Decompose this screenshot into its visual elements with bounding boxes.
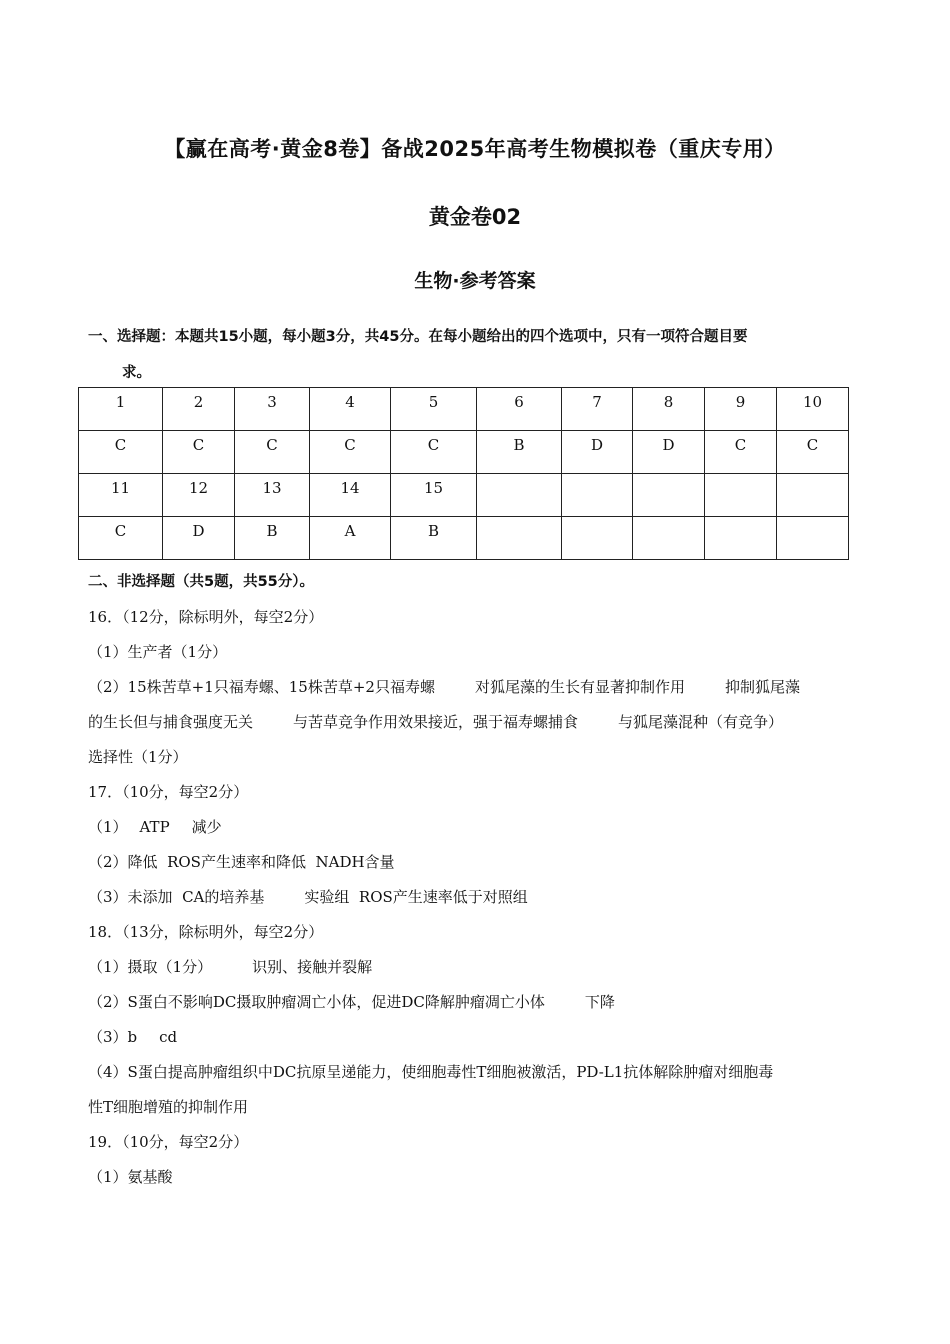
answer-text: （2）S蛋白不影响DC摄取肿瘤凋亡小体，促进DC降解肿瘤凋亡小体 — [88, 993, 545, 1011]
table-row-answers-1 — [79, 431, 849, 474]
answer-text: 的生长但与捕食强度无关 — [88, 713, 254, 731]
document-title: 【赢在高考·黄金8卷】备战2025年高考生物模拟卷（重庆专用） — [164, 137, 786, 161]
table-cell: 13 — [235, 474, 310, 517]
table-cell — [633, 517, 705, 560]
table-cell: 2 — [163, 388, 235, 431]
q17-answer-1 — [88, 810, 868, 845]
q18-answer-4: （4）S蛋白提高肿瘤组织中DC抗原呈递能力，使细胞毒性T细胞被激活，PD-L1抗体解除肿瘤对细胞毒 — [88, 1063, 774, 1081]
answer-text: 与狐尾藻混种（有竞争） — [618, 713, 784, 731]
table-cell: A — [310, 517, 391, 560]
q19-answer-1: （1）氨基酸 — [88, 1168, 173, 1186]
part2-body — [88, 600, 868, 1195]
table-cell: B — [235, 517, 310, 560]
document-subtitle: 黄金卷02 — [428, 205, 522, 229]
answer-text: （3）b — [88, 1028, 138, 1046]
answer-table — [78, 387, 849, 560]
answer-text: 实验组 ROS产生速率低于对照组 — [304, 888, 528, 906]
answer-text: 下降 — [584, 993, 615, 1011]
table-cell — [562, 517, 633, 560]
table-cell — [777, 517, 849, 560]
answer-text: 与苦草竞争作用效果接近，强于福寿螺捕食 — [293, 713, 579, 731]
answer-text: 对狐尾藻的生长有显著抑制作用 — [474, 678, 685, 696]
table-cell: C — [79, 431, 163, 474]
q18-answer-4-cont: 性T细胞增殖的抑制作用 — [88, 1098, 249, 1116]
table-cell — [477, 517, 562, 560]
table-cell: 6 — [477, 388, 562, 431]
answer-text: （1）摄取（1分） — [88, 958, 213, 976]
table-cell: 12 — [163, 474, 235, 517]
table-cell: C — [391, 431, 477, 474]
table-cell — [477, 474, 562, 517]
table-cell: D — [633, 431, 705, 474]
table-cell: 9 — [705, 388, 777, 431]
answer-text: ATP — [139, 818, 170, 836]
table-cell: C — [163, 431, 235, 474]
answer-text: （1） — [88, 818, 128, 836]
q16-answer-2-cont — [88, 705, 868, 740]
answer-text: 减少 — [191, 818, 222, 836]
answer-text: 识别、接触并裂解 — [252, 958, 373, 976]
q17-answer-3 — [88, 880, 868, 915]
table-row-numbers-1 — [79, 388, 849, 431]
answer-text: cd — [159, 1028, 178, 1046]
q18-answer-2 — [88, 985, 868, 1020]
answer-text: （2）15株苦草+1只福寿螺、15株苦草+2只福寿螺 — [88, 678, 435, 696]
q18-answer-3 — [88, 1020, 868, 1055]
table-cell: 1 — [79, 388, 163, 431]
table-cell — [562, 474, 633, 517]
table-cell: 5 — [391, 388, 477, 431]
table-cell — [633, 474, 705, 517]
answer-text: 抑制狐尾藻 — [724, 678, 800, 696]
table-cell: 8 — [633, 388, 705, 431]
answer-text: （3）未添加 CA的培养基 — [88, 888, 265, 906]
section-title: 生物·参考答案 — [414, 270, 536, 292]
table-cell: C — [705, 431, 777, 474]
table-cell — [777, 474, 849, 517]
table-cell: 11 — [79, 474, 163, 517]
q16-answer-2 — [88, 670, 868, 705]
table-cell: 3 — [235, 388, 310, 431]
table-cell: C — [79, 517, 163, 560]
q19-head: 19．（10分，每空2分） — [88, 1133, 249, 1151]
part1-heading-line1: 一、选择题：本题共15小题，每小题3分，共45分。在每小题给出的四个选项中，只有一项符合题目要 — [88, 329, 748, 345]
table-cell: D — [163, 517, 235, 560]
table-cell — [705, 474, 777, 517]
q16-answer-2-end: 选择性（1分） — [88, 748, 188, 766]
table-cell — [705, 517, 777, 560]
table-cell: 14 — [310, 474, 391, 517]
part1-heading-line2: 求。 — [122, 365, 151, 381]
table-cell: 15 — [391, 474, 477, 517]
table-cell: C — [310, 431, 391, 474]
table-cell: B — [391, 517, 477, 560]
table-cell: 7 — [562, 388, 633, 431]
table-cell: C — [777, 431, 849, 474]
q17-answer-2: （2）降低 ROS产生速率和降低 NADH含量 — [88, 853, 395, 871]
part1-heading — [88, 319, 868, 391]
table-cell: D — [562, 431, 633, 474]
table-cell: 4 — [310, 388, 391, 431]
table-row-answers-2 — [79, 517, 849, 560]
q18-head: 18．（13分，除标明外，每空2分） — [88, 923, 324, 941]
q18-answer-1 — [88, 950, 868, 985]
table-cell: 10 — [777, 388, 849, 431]
table-cell: C — [235, 431, 310, 474]
q16-answer-1: （1）生产者（1分） — [88, 643, 228, 661]
table-cell: B — [477, 431, 562, 474]
table-row-numbers-2 — [79, 474, 849, 517]
q17-head: 17．（10分，每空2分） — [88, 783, 249, 801]
q16-head: 16．（12分，除标明外，每空2分） — [88, 608, 324, 626]
part2-heading: 二、非选择题（共5题，共55分）。 — [88, 574, 315, 590]
